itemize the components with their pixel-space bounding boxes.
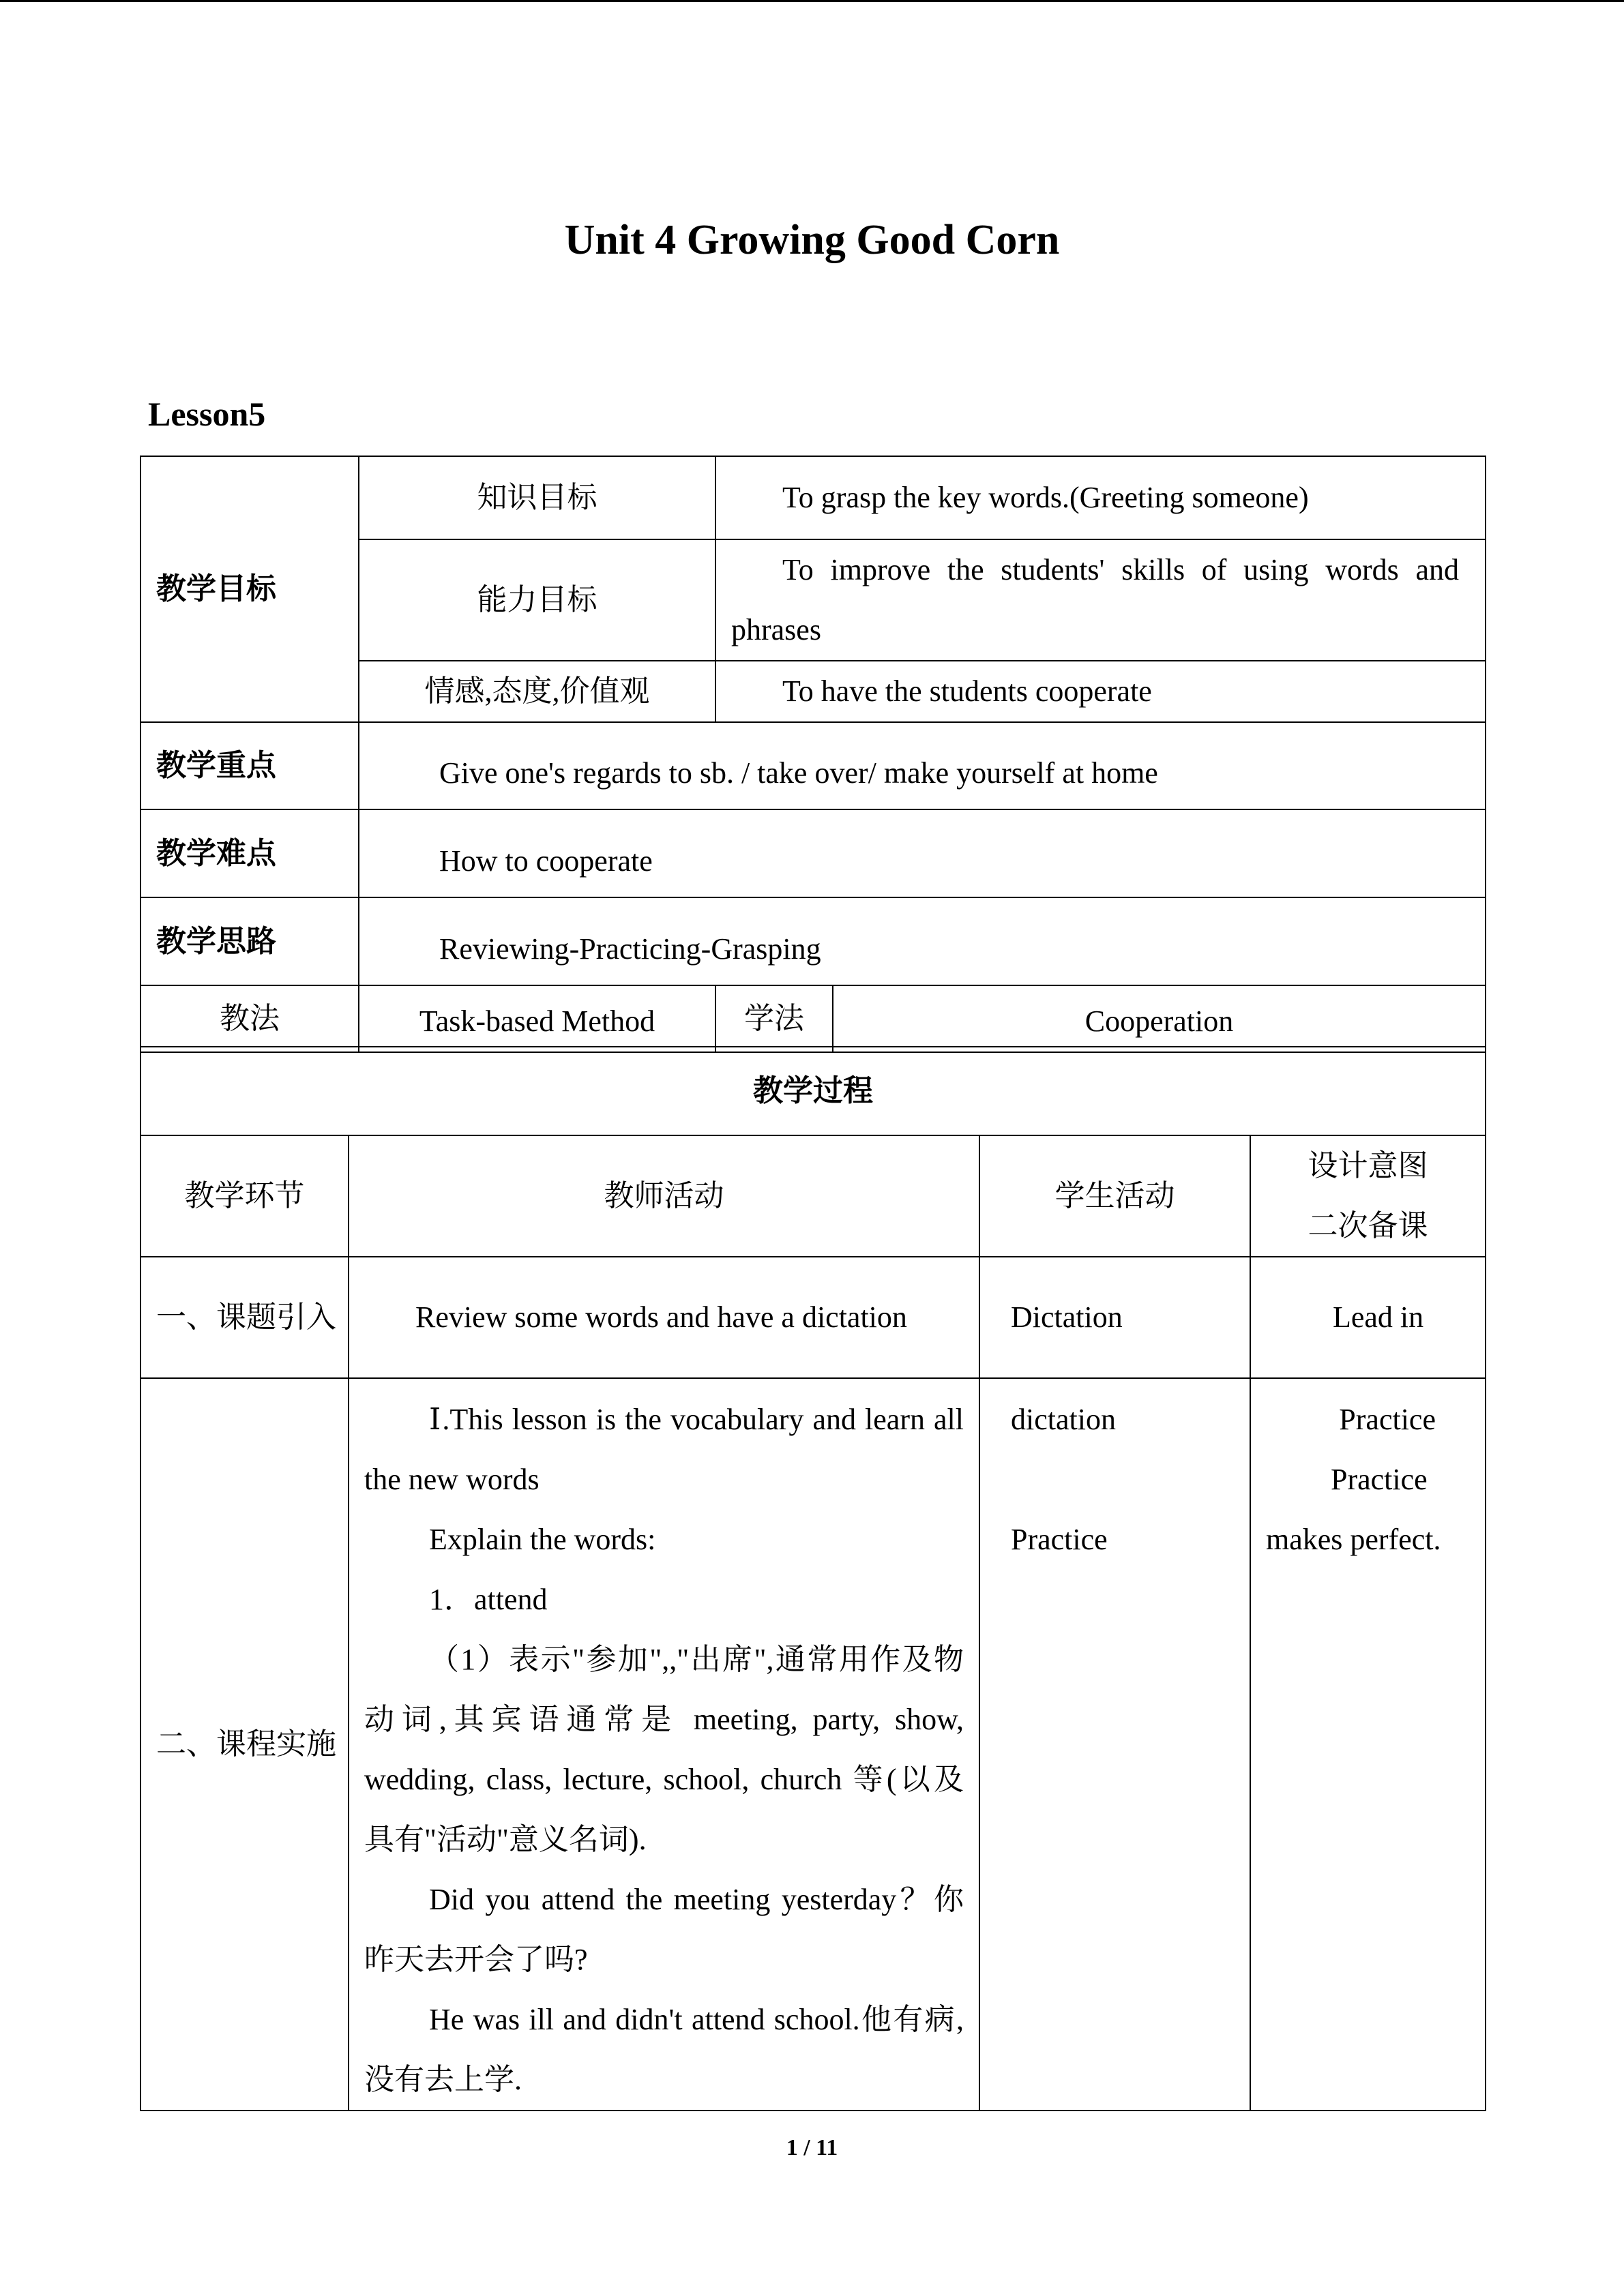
intro-teacher-activity: Review some words and have a dictation <box>415 1300 907 1334</box>
teacher-paragraph-6: He was ill and didn't attend school.他有病,没有去上学. <box>364 2003 964 2096</box>
difficulties-row <box>141 809 1486 897</box>
teacher-paragraph-4: （1）表示"参加",,"出席",通常用作及物动词,其宾语通常是 meeting, party, show, wedding, class, lecture, school, church 等(以及具有"活动"意义名词). <box>364 1643 964 1856</box>
teaching-process-table <box>140 1046 1486 2111</box>
objective-content-ability: To improve the students' skills of using words and phrases <box>731 553 1459 646</box>
header-design-intent: 设计意图 <box>1308 1149 1428 1182</box>
objective-type-attitude: 情感,态度,价值观 <box>359 661 715 722</box>
process-header-row <box>141 1135 1486 1257</box>
teacher-paragraph-3: 1．attend <box>429 1583 548 1616</box>
key-points-content: Give one's regards to sb. / take over/ make yourself at home <box>359 722 1486 809</box>
approach-row <box>141 897 1486 985</box>
objective-row-knowledge <box>141 456 1486 539</box>
objectives-label: 教学目标 <box>141 456 359 722</box>
header-stage: 教学环节 <box>141 1135 349 1257</box>
intro-stage: 一、课题引入 <box>141 1257 349 1378</box>
intro-student-activity: Dictation <box>979 1257 1250 1378</box>
process-heading-row <box>141 1047 1486 1135</box>
implementation-row <box>141 1378 1486 2111</box>
approach-content: Reviewing-Practicing-Grasping <box>359 897 1486 985</box>
header-second-prep: 二次备课 <box>1308 1209 1428 1242</box>
approach-label: 教学思路 <box>141 897 359 985</box>
implementation-stage: 二、课程实施 <box>141 1378 349 2111</box>
intro-row <box>141 1257 1486 1378</box>
difficulties-content: How to cooperate <box>359 809 1486 897</box>
lesson-label: Lesson5 <box>148 395 266 433</box>
top-border-line <box>0 0 1624 2</box>
design-note-2: Practice makes perfect. <box>1266 1463 1441 1556</box>
header-student-activity: 学生活动 <box>979 1135 1250 1257</box>
teacher-paragraph-1: Ⅰ.This lesson is the vocabulary and learn all the new words <box>364 1403 964 1496</box>
document-title: Unit 4 Growing Good Corn <box>564 217 1060 263</box>
process-heading: 教学过程 <box>141 1047 1486 1135</box>
teacher-paragraph-2: Explain the words: <box>429 1523 656 1556</box>
intro-design: Lead in <box>1250 1257 1486 1378</box>
teacher-paragraph-5: Did you attend the meeting yesterday？你昨天去开会了吗? <box>364 1883 964 1976</box>
key-points-row <box>141 722 1486 809</box>
objective-type-ability: 能力目标 <box>359 539 715 661</box>
header-teacher-activity: 教师活动 <box>349 1135 979 1257</box>
objective-content-knowledge: To grasp the key words.(Greeting someone) <box>715 456 1486 539</box>
objective-content-attitude: To have the students cooperate <box>715 661 1486 722</box>
lesson-plan-table <box>140 456 1486 1053</box>
learning-method-value: Cooperation <box>833 985 1486 1052</box>
difficulties-label: 教学难点 <box>141 809 359 897</box>
teaching-method-value: Task-based Method <box>359 985 715 1052</box>
design-note-1: Practice <box>1339 1403 1436 1436</box>
key-points-label: 教学重点 <box>141 722 359 809</box>
student-activity-1: dictation <box>1011 1403 1116 1436</box>
page-number: 1 / 11 <box>786 2135 838 2160</box>
learning-method-label: 学法 <box>715 985 833 1052</box>
student-activity-2: Practice <box>1011 1523 1108 1556</box>
teaching-method-label: 教法 <box>141 985 359 1052</box>
student-activity-spacer <box>1011 1450 1250 1510</box>
objective-type-knowledge: 知识目标 <box>359 456 715 539</box>
methods-row <box>141 985 1486 1052</box>
